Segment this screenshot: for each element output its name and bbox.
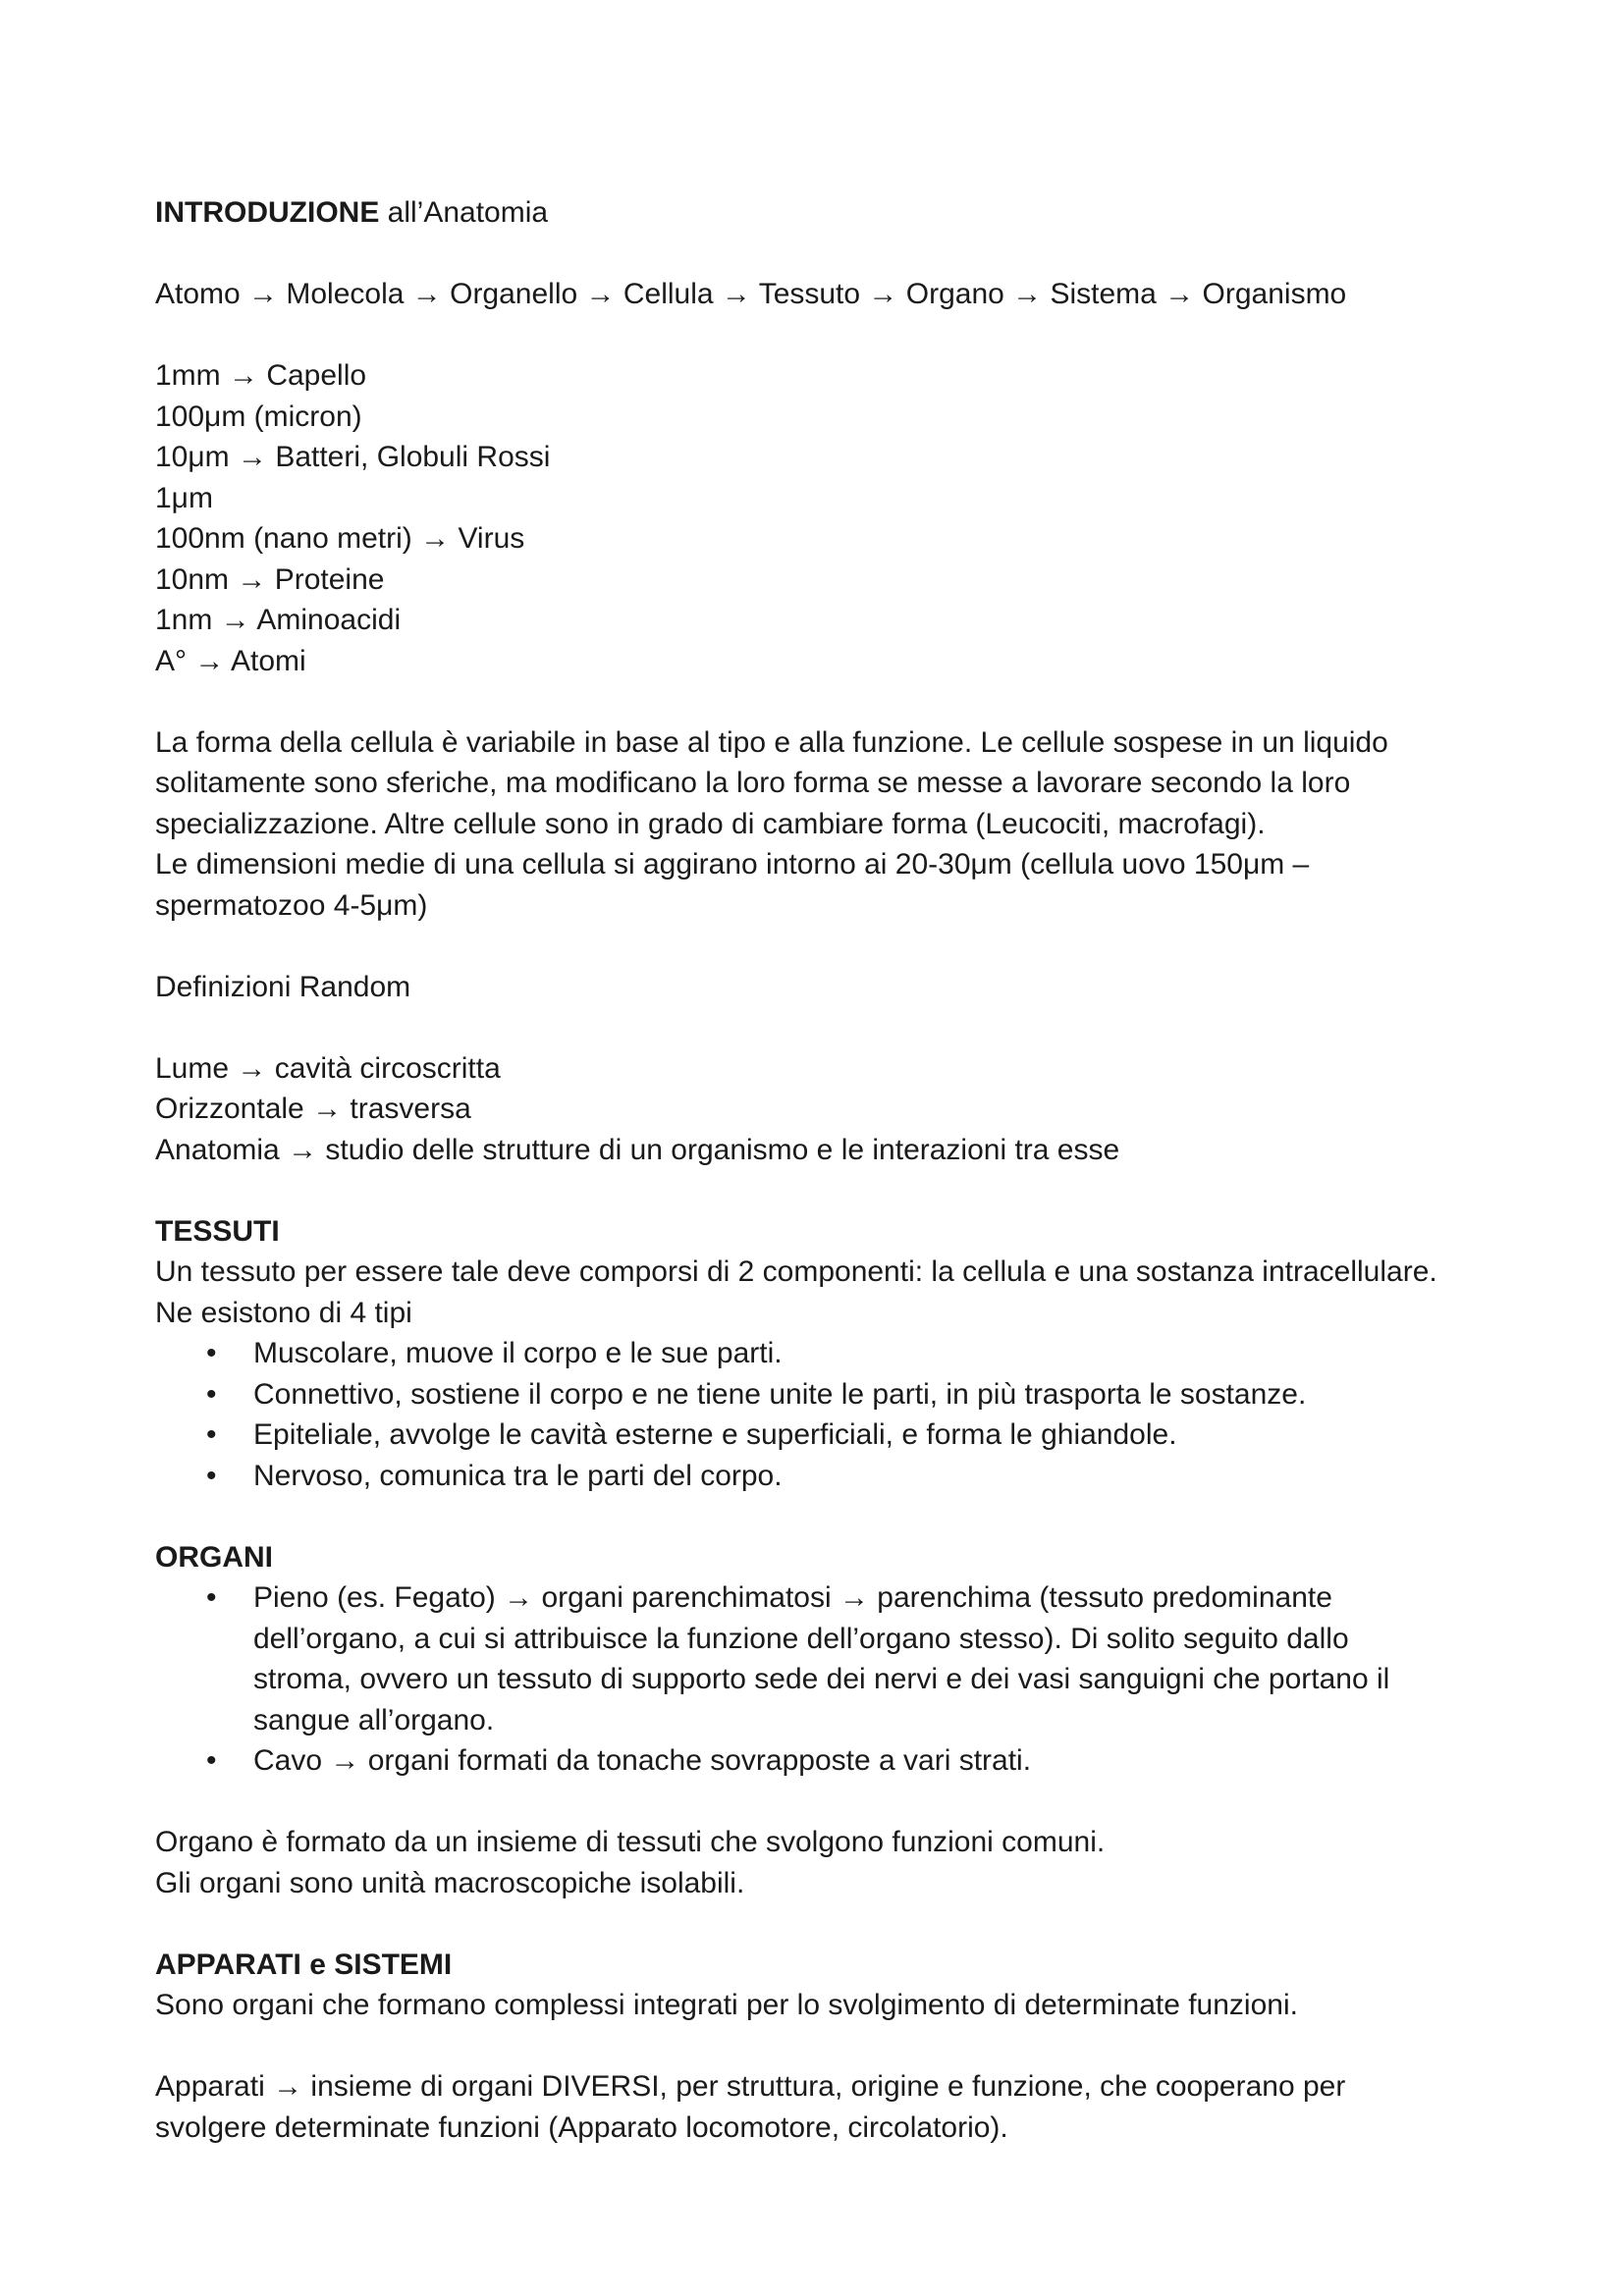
list-item-text: Epiteliale, avvolge le cavità esterne e superficiali, e forma le ghiandole. (253, 1418, 1177, 1451)
tessuti-line: Ne esistono di 4 tipi (155, 1296, 412, 1329)
bullet-icon: • (206, 1418, 217, 1451)
scale-item: A° → Atomi (155, 644, 306, 677)
intro-title (155, 192, 1490, 234)
scale-item: 100μm (micron) (155, 400, 362, 433)
list-item (155, 1456, 1490, 1497)
document-page (155, 192, 1490, 2148)
list-item (155, 1333, 1490, 1374)
organi-summary-line: Organo è formato da un insieme di tessuti che svolgono funzioni comuni. (155, 1826, 1106, 1858)
paragraph-line: specializzazione. Altre cellule sono in grado di cambiare forma (Leucociti, macrofagi). (155, 807, 1266, 840)
hierarchy-line: Atomo → Molecola → Organello → Cellula → Tessuto → Organo → Sistema → Organismo (155, 278, 1347, 310)
bullet-icon: • (206, 1459, 217, 1492)
list-item (155, 1577, 1490, 1740)
apparati-def-line: Apparati → insieme di organi DIVERSI, per struttura, origine e funzione, che cooperano per (155, 2070, 1346, 2103)
scale-item: 1mm → Capello (155, 359, 367, 392)
list-item (155, 1374, 1490, 1415)
list-item-text: Cavo → organi formati da tonache sovrapposte a vari strati. (253, 1744, 1032, 1777)
list-item-text: Muscolare, muove il corpo e le sue parti. (253, 1337, 783, 1369)
definition-item: Orizzontale → trasversa (155, 1093, 471, 1125)
definition-item: Anatomia → studio delle strutture di un organismo e le interazioni tra esse (155, 1133, 1120, 1166)
scale-item: 10nm → Proteine (155, 562, 385, 596)
bullet-icon: • (206, 1377, 217, 1411)
scale-list (155, 355, 1490, 681)
cell-paragraph (155, 722, 1490, 927)
intro-title-bold: INTRODUZIONE (155, 196, 380, 229)
paragraph-line: spermatozoo 4-5μm) (155, 888, 428, 922)
bullet-icon: • (206, 1581, 217, 1614)
scale-item: 100nm (nano metri) → Virus (155, 522, 525, 555)
list-item-text: dell’organo, a cui si attribuisce la funzione dell’organo stesso). Di solito seguito dallo (253, 1622, 1349, 1655)
list-item-text: Nervoso, comunica tra le parti del corpo. (253, 1459, 783, 1492)
tessuti-line: Un tessuto per essere tale deve comporsi di 2 componenti: la cellula e una sostanza intracellulare. (155, 1255, 1437, 1288)
apparati-intro: Sono organi che formano complessi integrati per lo svolgimento di determinate funzioni. (155, 1989, 1298, 2021)
organi-summary-line: Gli organi sono unità macroscopiche isolabili. (155, 1866, 745, 1899)
definitions-title: Definizioni Random (155, 970, 411, 1003)
list-item-text: Connettivo, sostiene il corpo e ne tiene unite le parti, in più trasporta le sostanze. (253, 1377, 1307, 1411)
scale-item: 1μm (155, 481, 213, 514)
bullet-icon: • (206, 1744, 217, 1777)
organi-heading: ORGANI (155, 1540, 273, 1574)
bullet-icon: • (206, 1337, 217, 1369)
paragraph-line: solitamente sono sferiche, ma modificano la loro forma se messe a lavorare secondo la loro (155, 767, 1351, 799)
apparati-def-line: svolgere determinate funzioni (Apparato locomotore, circolatorio). (155, 2110, 1008, 2144)
definition-item: Lume → cavità circoscritta (155, 1051, 501, 1085)
scale-item: 1nm → Aminoacidi (155, 604, 402, 636)
paragraph-line: Le dimensioni medie di una cellula si aggirano intorno ai 20-30μm (cellula uovo 150μm – (155, 848, 1310, 881)
tessuti-list (155, 1333, 1490, 1496)
tessuti-heading: TESSUTI (155, 1214, 280, 1248)
list-item (155, 1415, 1490, 1456)
apparati-heading: APPARATI e SISTEMI (155, 1948, 453, 1981)
scale-item: 10μm → Batteri, Globuli Rossi (155, 441, 551, 473)
list-item-text: sangue all’organo. (253, 1703, 495, 1736)
paragraph-line: La forma della cellula è variabile in base al tipo e alla funzione. Le cellule sospese in un liquido (155, 725, 1388, 759)
definitions-list (155, 1048, 1490, 1171)
list-item (155, 1740, 1490, 1782)
intro-title-rest: all’Anatomia (379, 196, 549, 229)
list-item-text: stroma, ovvero un tessuto di supporto sede dei nervi e dei vasi sanguigni che portano il (253, 1663, 1390, 1695)
list-item-text: Pieno (es. Fegato) → organi parenchimatosi → parenchima (tessuto predominante (253, 1581, 1332, 1614)
organi-list (155, 1577, 1490, 1782)
